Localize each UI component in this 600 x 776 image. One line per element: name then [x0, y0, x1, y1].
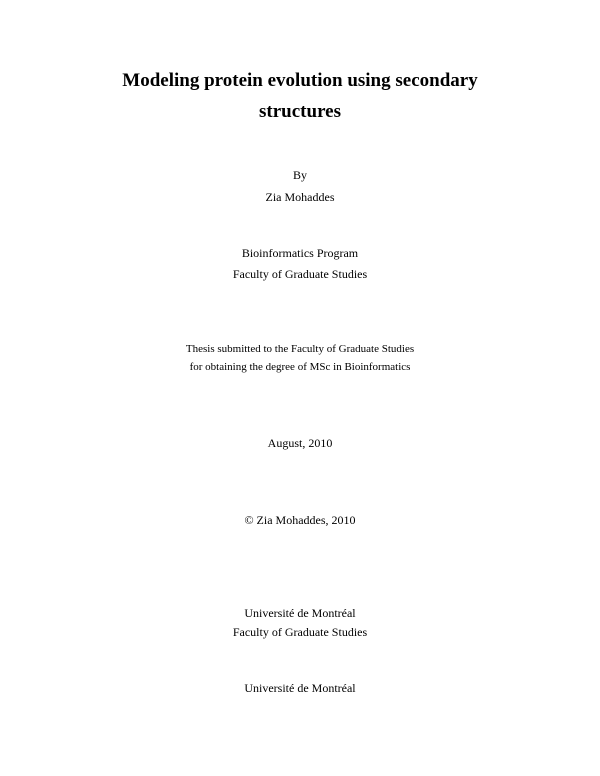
institution-faculty: Faculty of Graduate Studies: [232, 625, 368, 639]
copyright-notice: © Zia Mohaddes, 2010: [244, 513, 356, 527]
submission-date: August, 2010: [267, 436, 333, 450]
thesis-title-line-2: structures: [259, 101, 341, 122]
institution-university: Université de Montréal: [244, 606, 356, 620]
footer-university: Université de Montréal: [244, 681, 356, 695]
program-faculty: Faculty of Graduate Studies: [232, 267, 368, 281]
program-name: Bioinformatics Program: [241, 246, 359, 260]
thesis-title-line-1: Modeling protein evolution using secondary: [122, 70, 478, 91]
by-label: By: [292, 168, 307, 182]
submission-line-2: for obtaining the degree of MSc in Bioinformatics: [189, 361, 411, 373]
submission-line-1: Thesis submitted to the Faculty of Graduate Studies: [185, 343, 415, 355]
author-name: Zia Mohaddes: [265, 190, 335, 204]
